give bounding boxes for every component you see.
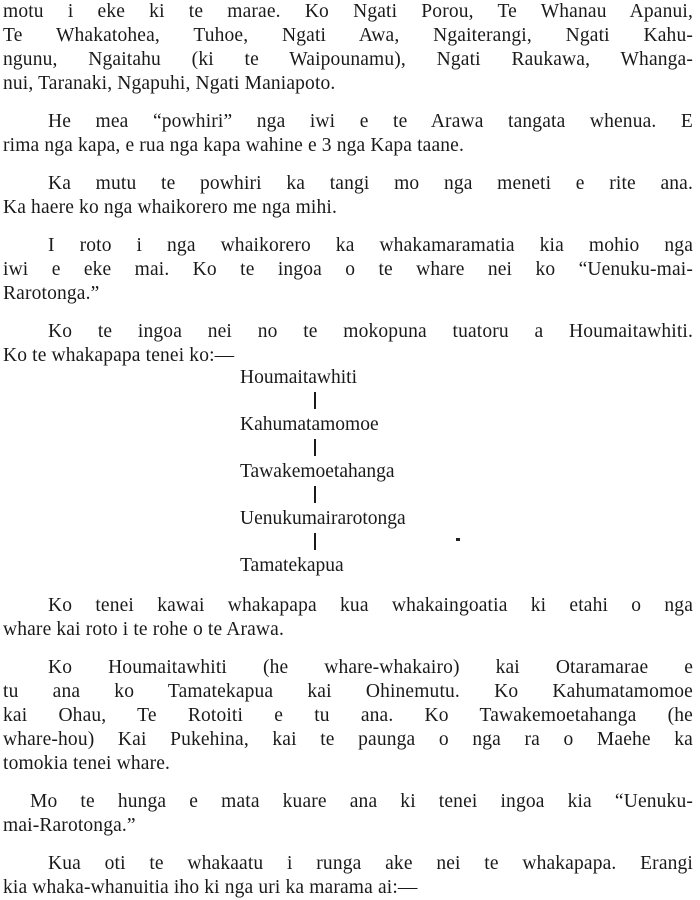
text-line: Ko tenei kawai whakapapa kua whakaingoatia ki etahi o nga (48, 595, 693, 616)
text-line: motu i eke ki te marae. Ko Ngati Porou, Te Whanau Apanui, (3, 1, 693, 22)
genealogy-name: Kahumatamomoe (240, 414, 379, 435)
genealogy-connector (314, 486, 316, 503)
text-line: Mo te hunga e mata kuare ana ki tenei ingoa kia “Uenuku- (30, 791, 693, 812)
text-line: I roto i nga whaikorero ka whakamaramatia kia mohio nga (48, 235, 693, 256)
text-line: Rarotonga.” (3, 283, 100, 304)
text-line: Kua oti te whakaatu i runga ake nei te whakapapa. Erangi (48, 853, 693, 874)
text-line: mai-Rarotonga.” (3, 815, 136, 836)
text-line: kia whaka-whanuitia iho ki nga uri ka marama ai:— (3, 877, 418, 898)
text-line: iwi e eke mai. Ko te ingoa o te whare nei ko “Uenuku-mai- (3, 259, 693, 280)
print-speck (456, 538, 460, 541)
genealogy-connector (314, 439, 316, 456)
genealogy-name: Uenukumairarotonga (240, 508, 406, 529)
text-line: He mea “powhiri” nga iwi e te Arawa tangata whenua. E (48, 111, 693, 132)
text-line: Ko te ingoa nei no te mokopuna tuatoru a Houmaitawhiti. (48, 321, 693, 342)
text-line: whare kai roto i te rohe o te Arawa. (3, 619, 284, 640)
text-line: ngunu, Ngaitahu (ki te Waipounamu), Ngati Raukawa, Whanga- (3, 49, 693, 70)
genealogy-connector (314, 392, 316, 409)
genealogy-name: Houmaitawhiti (240, 367, 357, 388)
text-line: Ka haere ko nga whaikorero me nga mihi. (3, 197, 337, 218)
text-line: rima nga kapa, e rua nga kapa wahine e 3 nga Kapa taane. (3, 135, 465, 156)
text-line: whare-hou) Kai Pukehina, kai te paunga o nga ra o Maehe ka (3, 729, 693, 750)
text-line: Te Whakatohea, Tuhoe, Ngati Awa, Ngaiterangi, Ngati Kahu- (3, 25, 693, 46)
genealogy-name: Tamatekapua (240, 555, 344, 576)
text-line: nui, Taranaki, Ngapuhi, Ngati Maniapoto. (3, 73, 336, 94)
text-line: kai Ohau, Te Rotoiti e tu ana. Ko Tawakemoetahanga (he (3, 705, 693, 726)
text-line: tu ana ko Tamatekapua kai Ohinemutu. Ko Kahumatamomoe (3, 681, 693, 702)
genealogy-name: Tawakemoetahanga (240, 461, 395, 482)
text-line: Ko te whakapapa tenei ko:— (3, 345, 235, 366)
text-line: Ka mutu te powhiri ka tangi mo nga meneti e rite ana. (48, 173, 693, 194)
text-line: Ko Houmaitawhiti (he whare-whakairo) kai Otaramarae e (48, 657, 693, 678)
text-line: tomokia tenei whare. (3, 753, 171, 774)
genealogy-connector (314, 533, 316, 550)
